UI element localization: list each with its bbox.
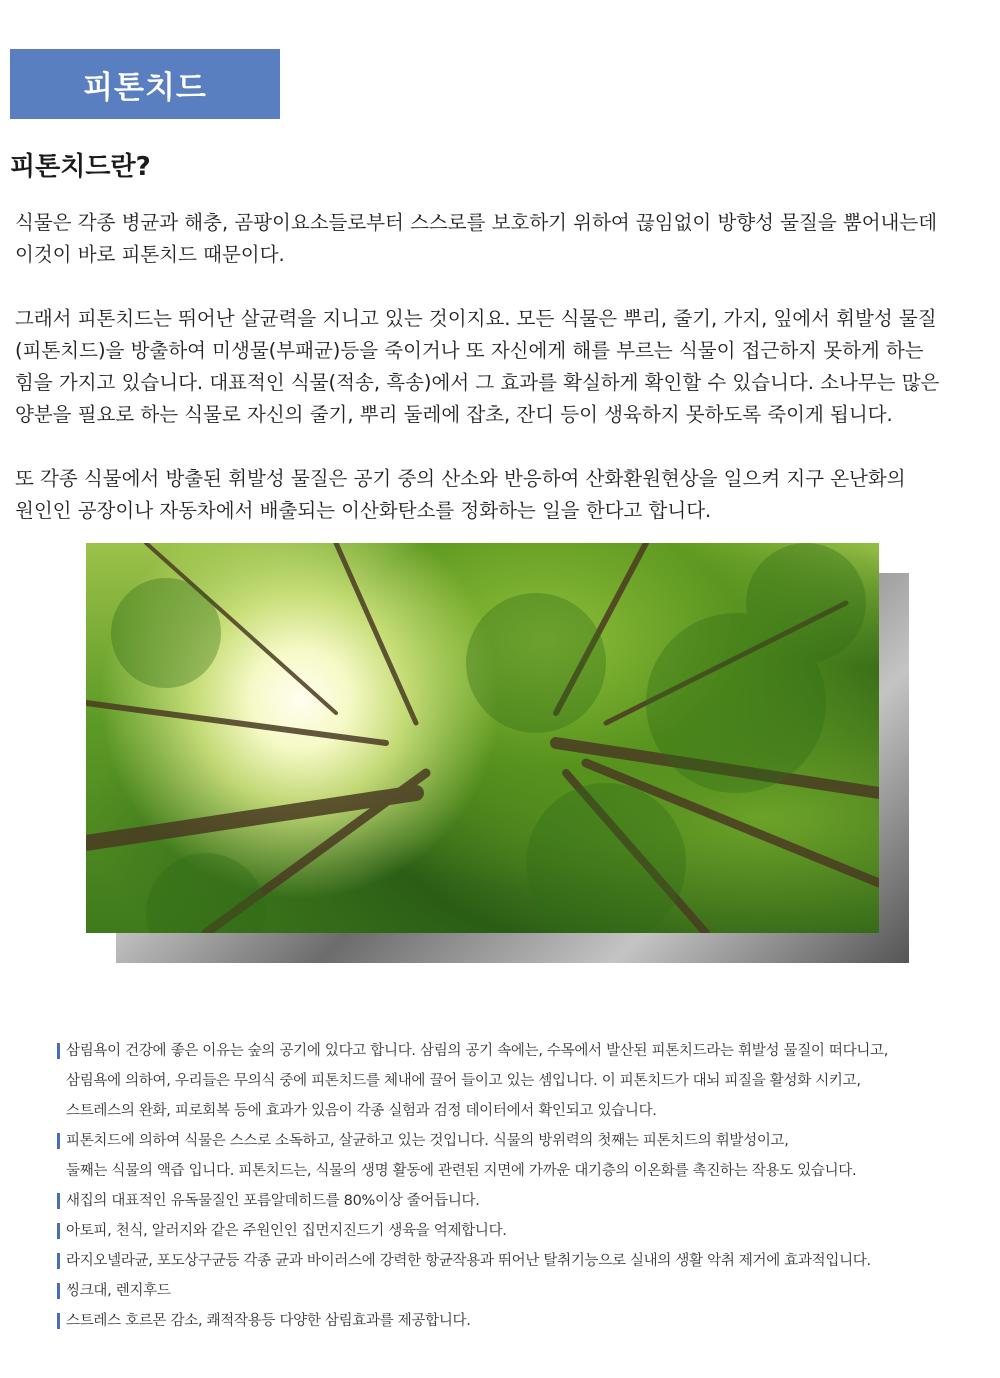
list-item-line: 삼림욕에 의하여, 우리들은 무의식 중에 피톤치드를 체내에 끌어 들이고 있는 셈입니다. 이 피톤치드가 대뇌 피질을 활성화 시키고,: [66, 1073, 861, 1089]
list-item-line: 둘째는 식물의 액즙 입니다. 피톤치드는, 식물의 생명 활동에 관련된 지면에 가까운 대기층의 이온화를 촉진하는 작용도 있습니다.: [66, 1163, 857, 1179]
text-line: 그래서 피톤치드는 뛰어난 살균력을 지니고 있는 것이지요. 모든 식물은 뿌리, 줄기, 가지, 잎에서 휘발성 물질: [15, 307, 937, 330]
intro-paragraph: [15, 207, 990, 271]
text-line: 양분을 필요로 하는 식물로 자신의 줄기, 뿌리 둘레에 잡초, 잔디 등이 생육하지 못하도록 죽이게 됩니다.: [15, 403, 893, 426]
intro-paragraph: [15, 463, 990, 527]
list-item-line: 스트레스의 완화, 피로회복 등에 효과가 있음이 각종 실험과 검정 데이터에서 확인되고 있습니다.: [66, 1103, 657, 1119]
text-line: 또 각종 식물에서 방출된 휘발성 물질은 공기 중의 산소와 반응하여 산화환원현상을 일으켜 지구 온난화의: [15, 467, 906, 490]
intro-paragraph: [15, 303, 990, 431]
list-item-line: 라지오넬라균, 포도상구균등 각종 균과 바이러스에 강력한 항균작용과 뛰어난 탈취기능으로 실내의 생활 악취 제거에 효과적입니다.: [66, 1253, 871, 1269]
intro-text: [15, 207, 990, 559]
list-item: [57, 1216, 987, 1246]
benefit-list: [57, 1036, 987, 1336]
text-line: 힘을 가지고 있습니다. 대표적인 식물(적송, 흑송)에서 그 효과를 확실하게 확인할 수 있습니다. 소나무는 많은: [15, 371, 940, 394]
text-line: (피톤치드)을 방출하여 미생물(부패균)등을 죽이거나 또 자신에게 해를 부르는 식물이 접근하지 못하게 하는: [15, 339, 924, 362]
list-item: [57, 1036, 987, 1126]
list-item: [57, 1306, 987, 1336]
list-item: [57, 1186, 987, 1216]
list-item: [57, 1126, 987, 1186]
forest-canopy-photo: [86, 543, 879, 933]
text-line: 이것이 바로 피톤치드 때문이다.: [15, 243, 285, 266]
text-line: 원인인 공장이나 자동차에서 배출되는 이산화탄소를 정화하는 일을 한다고 합니다.: [15, 499, 712, 522]
list-item-line: 삼림욕이 건강에 좋은 이유는 숲의 공기에 있다고 합니다. 삼림의 공기 속에는, 수목에서 발산된 피톤치드라는 휘발성 물질이 떠다니고,: [66, 1043, 889, 1059]
list-item: [57, 1246, 987, 1276]
list-item-line: 스트레스 호르몬 감소, 쾌적작용등 다양한 삼림효과를 제공합니다.: [66, 1313, 471, 1329]
section-heading: 피톤치드란?: [10, 152, 151, 182]
list-item-line: 씽크대, 렌지후드: [66, 1283, 171, 1299]
list-item-line: 아토피, 천식, 알러지와 같은 주원인인 집먼지진드기 생육을 억제합니다.: [66, 1223, 507, 1239]
tree-silhouettes: [86, 543, 879, 933]
list-item-line: 새집의 대표적인 유독물질인 포름알데히드를 80%이상 줄어듭니다.: [66, 1193, 480, 1209]
list-item: [57, 1276, 987, 1306]
text-line: 식물은 각종 병균과 해충, 곰팡이요소들로부터 스스로를 보호하기 위하여 끊임없이 방향성 물질을 뿜어내는데: [15, 211, 938, 234]
list-item-line: 피톤치드에 의하여 식물은 스스로 소독하고, 살균하고 있는 것입니다. 식물의 방위력의 첫째는 피톤치드의 휘발성이고,: [66, 1133, 789, 1149]
title-badge: 피톤치드: [10, 49, 280, 119]
